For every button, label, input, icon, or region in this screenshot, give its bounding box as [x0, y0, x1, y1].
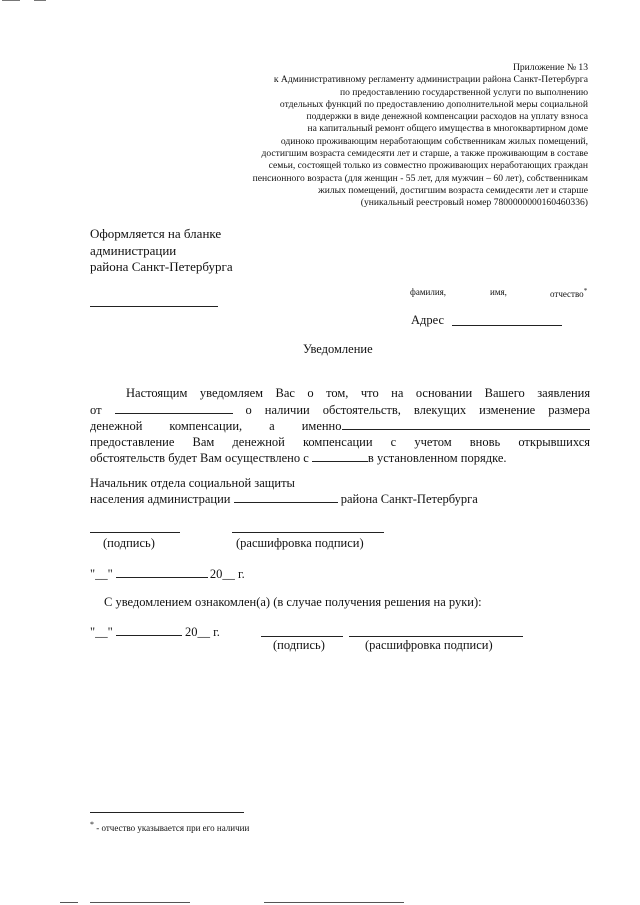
name-label: имя, [490, 287, 507, 297]
footnote-mark: * [90, 820, 94, 829]
application-date-blank [115, 402, 233, 414]
blank-note-line: администрации [90, 242, 177, 258]
blank-note [90, 226, 233, 276]
start-date-blank [312, 450, 368, 462]
address-line [452, 325, 562, 326]
decoding-label: (расшифровка подписи) [365, 638, 493, 652]
circumstances-blank [342, 418, 591, 430]
appendix-header [168, 62, 588, 210]
acquainted-text: С уведомлением ознакомлен(а) (в случае получения решения на руки): [104, 595, 482, 609]
scan-artifact [90, 902, 190, 903]
head-title-line1: Начальник отдела социальной защиты [90, 476, 295, 490]
date-day: "__" [90, 625, 113, 639]
decoding-line [232, 532, 384, 533]
notice-line-2: от о наличии обстоятельств, влекущих изменение размера [90, 402, 591, 417]
scan-artifact [34, 0, 46, 1]
signature-label: (подпись) [103, 536, 155, 550]
appendix-line: поддержки в виде денежной компенсации расходов на уплату взноса [306, 111, 588, 123]
date-year: 20__ г. [209, 567, 245, 581]
appendix-line: достигшим возраста семидесяти лет и старше, а также проживающим в составе [261, 148, 588, 160]
decoding-line [349, 636, 523, 637]
decoding-label: (расшифровка подписи) [236, 536, 364, 550]
appendix-line: по предоставлению государственной услуги по выполнению [339, 86, 588, 98]
appendix-line: отдельных функций по предоставлению дополнительной меры социальной [279, 98, 588, 110]
notice-title: Уведомление [303, 342, 373, 356]
signature-line [90, 532, 180, 533]
patronymic-label [550, 287, 587, 299]
notice-line-1: Настоящим уведомляем Вас о том, что на основании Вашего заявления [126, 386, 591, 400]
date-month-blank [116, 566, 208, 578]
appendix-line: пенсионного возраста (для женщин - 55 лет, для мужчин – 60 лет), собственникам [252, 172, 588, 184]
footnote-separator [90, 812, 244, 813]
signature-line [261, 636, 343, 637]
scan-artifact [2, 0, 20, 1]
appendix-line: (уникальный реестровый номер 7800000000160460336) [360, 197, 588, 209]
appendix-line: семьи, состоящей только из совместно проживающих неработающих граждан [268, 160, 588, 172]
date-row-2 [90, 624, 220, 640]
scan-artifact [264, 902, 404, 903]
footnote [90, 820, 249, 833]
notice-line-5: обстоятельств будет Вам осуществлено с в установленном порядке. [90, 451, 507, 465]
date-day: "__" [90, 567, 113, 581]
blank-note-line: района Санкт-Петербурга [90, 259, 233, 274]
signature-label: (подпись) [273, 638, 325, 652]
notice-line-4: предоставление Вам денежной компенсации с учетом вновь открывшихся [90, 434, 591, 449]
date-year: 20__ г. [184, 625, 220, 639]
scan-artifact [60, 902, 78, 903]
blank-note-line: Оформляется на бланке [90, 226, 222, 241]
address-label: Адрес [411, 313, 445, 327]
appendix-line: жилых помещений, достигшим возраста семидесяти лет и старше [318, 184, 588, 196]
footnote-text: - отчество указывается при его наличии [96, 823, 250, 833]
appendix-line: к Административному регламенту администрации района Санкт-Петербурга [273, 74, 588, 86]
appendix-line: Приложение № 13 [512, 62, 588, 73]
patronymic-text: отчество [550, 289, 584, 299]
appendix-line: одиноко проживающим неработающим собственникам жилых помещений, [280, 135, 588, 147]
footnote-mark: * [583, 287, 588, 295]
department-blank [234, 491, 338, 503]
date-row-1 [90, 566, 245, 582]
appendix-line: на капитальный ремонт общего имущества в многоквартирном доме [307, 123, 588, 135]
notice-line-3: денежной компенсации, а именно [90, 418, 590, 435]
date-month-blank [116, 624, 182, 636]
head-title-line2: населения администрации района Санкт-Петербурга [90, 492, 478, 506]
surname-label: фамилия, [410, 287, 447, 297]
recipient-line [90, 306, 218, 307]
notice-body [90, 386, 590, 467]
